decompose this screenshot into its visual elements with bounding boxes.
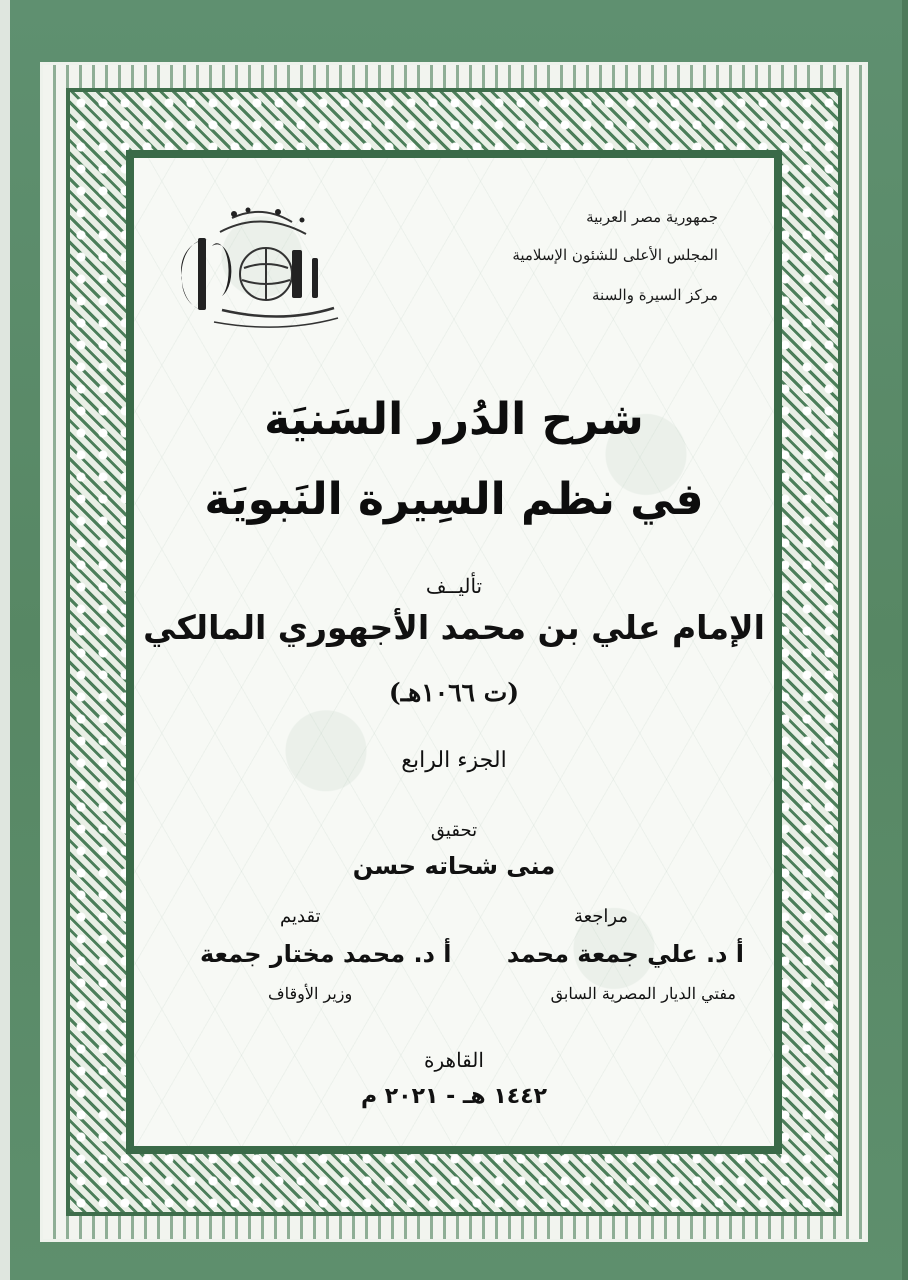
council-emblem-icon: [162, 198, 342, 340]
authorship-label: تأليــف: [425, 574, 483, 598]
org-country: جمهورية مصر العربية: [586, 208, 718, 226]
scan-edge-left: [0, 0, 10, 1280]
org-center: مركز السيرة والسنة: [592, 286, 718, 304]
preface-author-name: أ د. محمد مختار جمعة: [200, 940, 452, 968]
author-name: الإمام علي بن محمد الأجهوري المالكي: [143, 608, 765, 647]
reviewer-title: مفتي الديار المصرية السابق: [550, 984, 736, 1003]
preface-author-title: وزير الأوقاف: [268, 984, 353, 1003]
cover-panel: [134, 158, 774, 1146]
author-death-date: (ت ١٠٦٦هـ): [388, 678, 520, 707]
book-title-line-1: شرح الدُرر السَنيَة: [264, 394, 644, 445]
book-title-line-2: في نظم السِيرة النَبويَة: [204, 474, 704, 525]
editor-label: تحقيق: [430, 820, 478, 841]
volume-label: الجزء الرابع: [401, 748, 507, 773]
reviewer-label: مراجعة: [573, 906, 628, 927]
preface-label: تقديم: [280, 906, 321, 927]
scan-edge-right: [902, 0, 908, 1280]
editor-name: منى شحاته حسن: [352, 852, 556, 880]
publication-date: ١٤٤٢ هـ - ٢٠٢١ م: [360, 1084, 548, 1109]
org-council: المجلس الأعلى للشئون الإسلامية: [512, 246, 718, 264]
reviewer-name: أ د. علي جمعة محمد: [506, 940, 744, 968]
publication-city: القاهرة: [424, 1048, 484, 1072]
